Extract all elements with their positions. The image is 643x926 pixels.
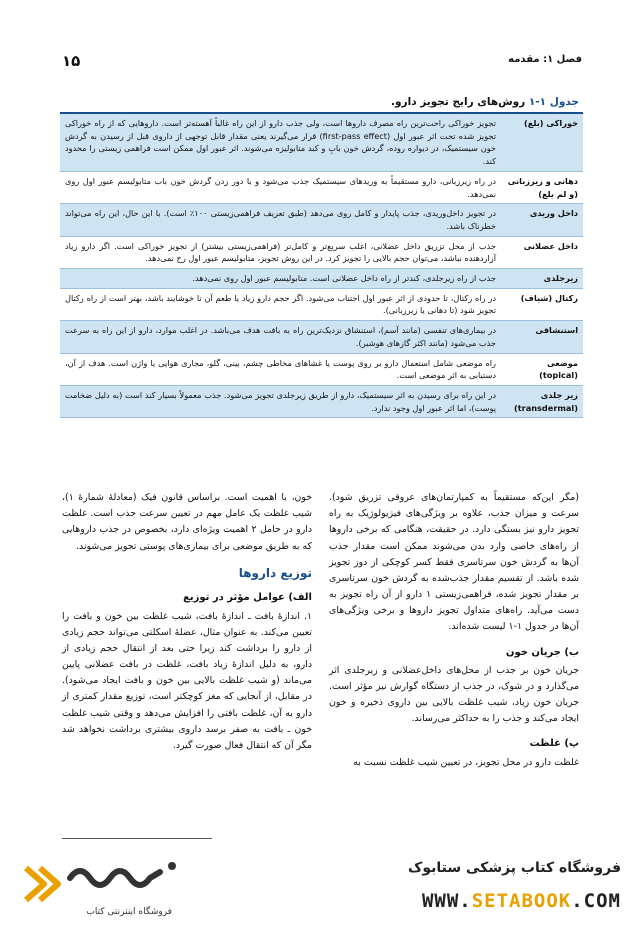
- section-heading: پ) غلظت: [529, 738, 579, 750]
- shop-name: فروشگاه کتاب پزشکی ستابوک: [408, 860, 621, 876]
- table-caption: [59, 96, 579, 108]
- url-suffix: .COM: [571, 890, 621, 912]
- description-cell: راه موضعی شامل استعمال دارو بر روی پوست یا غشاهای مخاطی چشم، بینی، گلو، مجاری هوایی یا واژن است. هدف از آن، دستیابی به اثر موضعی است.: [60, 353, 501, 385]
- description-cell: در این راه برای رسیدن به اثر سیستمیک، دارو از طریق زیرجلدی تجویز می‌شود. جذب معمولاً بسیار کند است (به دلیل ضخامت پوست)، اما اثر عبور اول وجود ندارد.: [60, 385, 501, 417]
- paragraph: خون، با اهمیت است. براساس قانون فیک (معادلهٔ شمارهٔ ۱)، شیب غلظت یک عامل مهم در تعیین سرعت جذب است. غلظت دارو در حامل ۲ اهمیت ویژه‌ای دارد، بخصوص در جذب داروهایی که به طریق موضعی برای بیماری‌های پوستی تجویز می‌شوند.: [62, 492, 312, 552]
- table-row: [60, 353, 583, 385]
- footnote-divider: [62, 838, 212, 839]
- paragraph: غلظت دارو در محل تجویز، در تعیین شیب غلظت نسبت به: [353, 756, 579, 768]
- route-cell: رکتال (شیاف): [501, 288, 583, 320]
- description-cell: جذب از راه زیرجلدی، کندتر از راه داخل عضلانی است. متابولیسم عبور اول روی نمی‌دهد.: [60, 269, 501, 289]
- table-row: [60, 269, 583, 289]
- table-row: [60, 113, 583, 171]
- route-cell: دهانی و زیرزبانی (و لم بلع): [501, 171, 583, 203]
- description-cell: در بیماری‌های تنفسی (مانند آسم)، استنشاق نزدیک‌ترین راه به بافت هدف می‌باشد. در اغلب موارد، دارو از این راه به سرعت جذب می‌شود (مانند اکثر گازهای هوشبر).: [60, 321, 501, 353]
- paragraph: (مگر این‌که مستقیماً به کمپارتمان‌های عروقی تزریق شود). سرعت و میزان جذب، علاوه بر ویژگی‌های فیزیولوژیک به راه تجویز دارو نیز بستگی دارد. در حقیقت، هنگامی که برخی داروها از راه‌های خاصی وارد بدن می‌شوند ممکن است مقدار جذب آن‌ها به گردش خون سرتاسری فقط کسر کوچکی از دوز تجویز شده باشد. از تقسیم مقدار جذب‌شده به گردش خون سرتاسری بر مقدار تجویز شده، فراهمی‌زیستی ۱ دارو از آن راه تجویز به دست می‌آید. راه‌های متداول تجویز داروها و برخی ویژگی‌های آن‌ها در جدول ۱-۱ لیست شده‌اند.: [329, 492, 579, 633]
- chapter-title: فصل ۱: مقدمه: [508, 54, 582, 65]
- route-cell: استنشاقی: [501, 321, 583, 353]
- table-row: [60, 288, 583, 320]
- description-cell: در راه زیرزبانی، دارو مستقیماً به وریدهای سیستمیک جذب می‌شود و با دور زدن گردش خون باب متابولیسم عبور اول روی نمی‌دهد.: [60, 171, 501, 203]
- route-cell: خوراکی (بلع): [501, 113, 583, 171]
- watermark-footer: [0, 848, 643, 926]
- page-header: [62, 52, 582, 72]
- shop-url: [422, 890, 621, 912]
- route-cell: موضعی (topical): [501, 353, 583, 385]
- route-cell: داخل وریدی: [501, 204, 583, 236]
- table-number: جدول ۱-۱: [528, 96, 579, 108]
- routes-table: [60, 112, 583, 418]
- section-heading: ب) جریان خون: [505, 646, 579, 658]
- route-cell: داخل عضلانی: [501, 236, 583, 268]
- table-row: [60, 171, 583, 203]
- table-row: [60, 321, 583, 353]
- table-row: [60, 236, 583, 268]
- paragraph: ۱. اندازهٔ بافت ـ اندازهٔ بافت، شیب غلظت بین خون و بافت را تعیین می‌کند. به عنوان مثال، عضلهٔ اسکلتی می‌تواند حجم زیادی از دارو را برداشت کند زیرا حتی بعد از انتقال حجم زیادی از دارو، به دلیل اندازهٔ زیاد بافت، غلظت در بافت عضلانی پایین می‌ماند (و شیب غلظت بالایی بین خون و بافت ایجاد می‌شود). در مقابل، از آنجایی که مغز کوچکتر است، توزیع مقدار کمتری از دارو به آن، غلظت بافتی را افزایش می‌دهد و وقتی شیب غلظت خون ـ بافت به صفر برسد داروی بیشتری برداشت نخواهد شد مگر آن که انتقال فعال صورت گیرد.: [62, 610, 312, 751]
- table-row: [60, 204, 583, 236]
- text-column-left: [62, 490, 312, 762]
- route-cell: زیر جلدی (transdermal): [501, 385, 583, 417]
- setabook-logo-icon: [22, 854, 192, 920]
- description-cell: در تجویز داخل‌وریدی، جذب پایدار و کامل روی می‌دهد (طبق تعریف فراهمی‌زیستی ۱۰۰٪ است). با این حال، این راه می‌تواند خطرناک باشد.: [60, 204, 501, 236]
- text-column-right: [329, 490, 579, 779]
- page-number: ۱۵: [62, 52, 81, 70]
- table-row: [60, 385, 583, 417]
- logo-subtitle: فروشگاه اینترنتی کتاب: [86, 907, 172, 917]
- description-cell: در راه رکتال، تا حدودی از اثر عبور اول اجتناب می‌شود. اگر حجم دارو زیاد یا طعم آن تا خوشایند باشد، بهتر است از راه رکتال تجویز شود (تا دهانی یا زیرزبانی).: [60, 288, 501, 320]
- section-heading: الف) عوامل مؤثر در توزیع: [183, 592, 312, 604]
- paragraph: جریان خون بر جذب از محل‌های داخل‌عضلانی و زیرجلدی اثر می‌گذارد و در شوک، در جذب از دستگاه گوارش نیز مؤثر است. جریان خون زیاد، شیب غلظت بالایی بین داروی ذخیره و خون ایجاد می‌کند و جذب را به حداکثر می‌رساند.: [329, 664, 579, 725]
- route-cell: زیرجلدی: [501, 269, 583, 289]
- section-heading-main: توزیع داروها: [238, 565, 312, 580]
- url-prefix: WWW.: [421, 890, 472, 912]
- description-cell: جذب از محل تزریق داخل عضلانی، اغلب سریع‌تر و کامل‌تر (فراهمی‌زیستی بیشتر) از تجویز خوراکی است. اگر دارو زیاد آزاردهنده نباشد، می‌توان حجم بالایی را تجویز کرد. در این روش تجویز، متابولیسم عبور اول رخ نمی‌دهد.: [60, 236, 501, 268]
- description-cell: تجویز خوراکی راحت‌ترین راه مصرف داروها است، ولی جذب دارو از این راه غالباً آهسته‌تر است. داروهایی که از راه خوراکی تجویز شده تحت اثر عبور اول (first-pass effect) قرار می‌گیرند یعنی مقدار قابل توجهی از داروی قبل از رسیدن به گردش خون سیستمیک، در دیواره روده، گردش خون بابِ و کبد متابولیزه می‌شوند. اثر عبور اول ممکن است فراهمی زیستی را محدود کند.: [60, 113, 501, 171]
- url-domain: SETABOOK: [471, 890, 572, 912]
- table-title-text: روش‌های رایج تجویز دارو.: [391, 96, 526, 108]
